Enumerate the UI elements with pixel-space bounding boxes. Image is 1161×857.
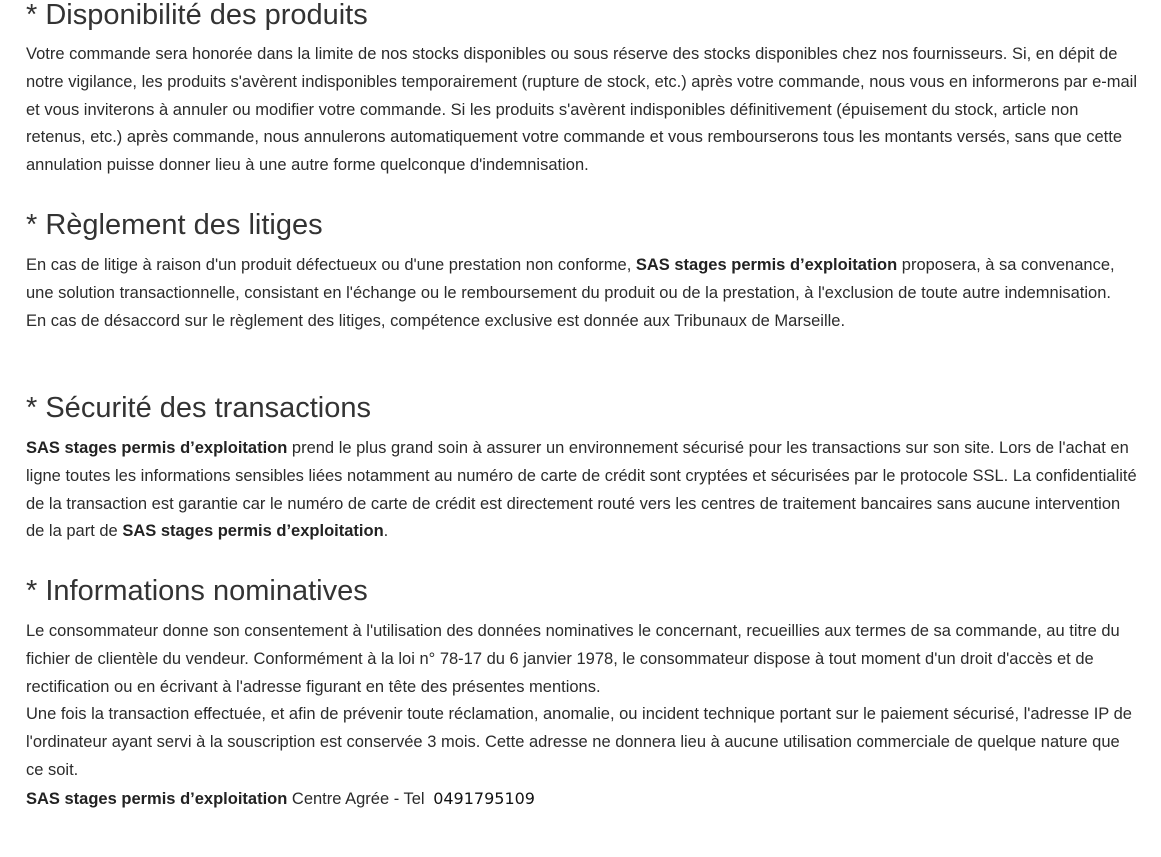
section-body-disponibilite bbox=[26, 41, 1138, 180]
text-segment: En cas de litige à raison d'un produit défectueux ou d'une prestation non conforme, bbox=[26, 256, 636, 274]
paragraph: Une fois la transaction effectuée, et afin de prévenir toute réclamation, anomalie, ou incident technique portant sur le paiement sécurisé, l'adresse IP de l'ordinateur ayant servi à la souscription est conservée 3 mois. Cette adresse ne donnera lieu à aucune utilisation commerciale de quelque nature que ce soit. bbox=[26, 705, 1132, 779]
text-segment: . bbox=[383, 522, 389, 541]
phone-number: 0491795109 bbox=[433, 788, 535, 808]
company-name: SAS stages permis d’exploitation bbox=[635, 256, 898, 274]
company-name: SAS stages permis d’exploitation bbox=[122, 522, 384, 541]
section-body-nominatives bbox=[26, 618, 1138, 814]
section-title-disponibilite: * Disponibilité des produits bbox=[26, 0, 368, 31]
paragraph bbox=[26, 252, 1138, 308]
paragraph bbox=[26, 435, 1138, 546]
section-title-litiges: * Règlement des litiges bbox=[26, 209, 323, 241]
company-name: SAS stages permis d’exploitation bbox=[26, 439, 288, 457]
section-body-litiges bbox=[26, 252, 1138, 335]
footer-text: Centre Agrée - Tel bbox=[287, 789, 430, 808]
paragraph: Le consommateur donne son consentement à l'utilisation des données nominatives le concernant, recueillies aux termes de sa commande, au titre du fichier de clientèle du vendeur. Conformément à la loi n° 78-17 du 6 janvier 1978, le consommateur dispose à tout moment d'un droit d'accès et de rectification ou en écrivant à l'adresse figurant en tête des présentes mentions. bbox=[26, 622, 1120, 696]
text-segment: proposera, à sa convenance, une solution transactionnelle, consistant en l'échange ou le remboursement du produit ou de la prestation, à l'exclusion de toute autre indemnisation. bbox=[26, 256, 1115, 302]
text-segment: prend le plus grand soin à assurer un environnement sécurisé pour les transactions sur son site. Lors de l'achat en ligne toutes les informations sensibles liées notamment au numéro de carte de crédit sont cryptées et sécurisées par le protocole SSL. La confidentialité de la transaction est garantie car le numéro de carte de crédit est directement routé vers les centres de traitement bancaires sans aucune intervention de la part de bbox=[26, 439, 1137, 541]
section-body-securite bbox=[26, 435, 1138, 546]
section-title-nominatives: * Informations nominatives bbox=[26, 575, 368, 607]
section-title-securite: * Sécurité des transactions bbox=[26, 392, 371, 424]
company-name: SAS stages permis d’exploitation bbox=[26, 789, 288, 808]
paragraph: En cas de désaccord sur le règlement des litiges, compétence exclusive est donnée aux Tribunaux de Marseille. bbox=[26, 311, 846, 330]
paragraph: Votre commande sera honorée dans la limite de nos stocks disponibles ou sous réserve des stocks disponibles chez nos fournisseurs. Si, en dépit de notre vigilance, les produits s'avèrent indisponibles temporairement (rupture de stock, etc.) après votre commande, nous vous en informerons par e-mail et vous inviterons à annuler ou modifier votre commande. Si les produits s'avèrent indisponibles définitivement (épuisement du stock, article non retenus, etc.) après commande, nous annulerons automatiquement votre commande et vous rembourserons tous les montants versés, sans que cette annulation puisse donner lieu à une autre forme quelconque d'indemnisation. bbox=[26, 45, 1138, 175]
footer-contact bbox=[26, 785, 1138, 814]
